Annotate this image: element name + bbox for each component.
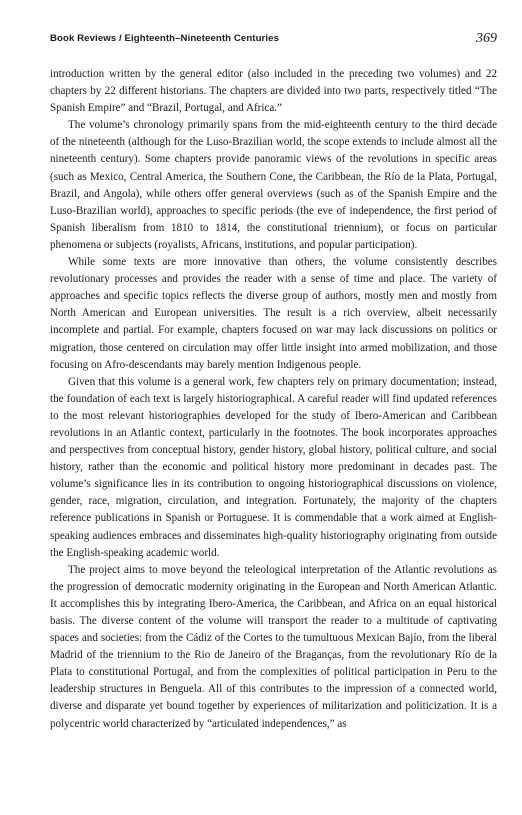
- running-head-title: Book Reviews / Eighteenth–Nineteenth Centuries: [50, 33, 280, 44]
- page-number: 369: [476, 31, 497, 46]
- paragraph-project-aims: The project aims to move beyond the teleological interpretation of the Atlantic revolutions as the progression of democratic modernity originating in the European and North American Atlantic. It accomplishes this by integrating Ibero-America, the Caribbean, and Africa on an equal historical basis. The diverse content of the volume will transport the reader to a multitude of captivating spaces and societies: from the Cádiz of the Cortes to the tumultuous Mexican Bajío, from the liberal Madrid of the triennium to the Rio de Janeiro of the Braganças, from the revolutionary Río de la Plata to constitutional Portugal, and from the complexities of political participation in Peru to the leadership structures in Benguela. All of this contributes to the impression of a connected world, diverse and disparate yet bound together by experiences of militarization and politicization. It is a polycentric world characterized by “articulated independences,” as: [50, 563, 497, 730]
- paragraph-continuation: introduction written by the general editor (also included in the preceding two volumes) and 22 chapters by 22 different historians. The chapters are divided into two parts, respectively titled “The Spanish Empire” and “Brazil, Portugal, and Africa.”: [50, 68, 497, 115]
- paragraph-approaches: While some texts are more innovative than others, the volume consistently describes revolutionary processes and provides the reader with a sense of time and place. The variety of approaches and specific topics reflects the diverse group of authors, mostly men and mostly from North American and European universities. The result is a rich overview, albeit necessarily incomplete and partial. For example, chapters focused on war may lack discussions on politics or migration, those centered on circulation may offer little insight into armed mobilization, and those focusing on Afro-descendants may barely mention Indigenous people.: [50, 256, 497, 371]
- running-head: [50, 31, 497, 49]
- paragraph-chronology: The volume’s chronology primarily spans from the mid-eighteenth century to the third decade of the nineteenth (although for the Luso-Brazilian world, the scope extends to include almost all the nineteenth century). Some chapters provide panoramic views of the revolutions in specific areas (such as Mexico, Central America, the Southern Cone, the Caribbean, the Río de la Plata, Portugal, Brazil, and Angola), while others offer general overviews (such as of the Spanish Empire and the Luso-Brazilian world), approaches to specific periods (the eve of independence, the first period of Spanish liberalism from 1810 to 1814, the constitutional triennium), or focus on particular phenomena or subjects (royalists, Africans, institutions, and popular participation).: [50, 119, 497, 251]
- review-body: [50, 66, 497, 733]
- paragraph-historiography: Given that this volume is a general work, few chapters rely on primary documentation; instead, the foundation of each text is largely historiographical. A careful reader will find updated references to the most relevant historiographies developed for the study of Ibero-American and Caribbean revolutions in an Atlantic context, particularly in the footnotes. The book incorporates approaches and perspectives from conceptual history, gender history, global history, political culture, and social history, rather than the economic and political history more predominant in decades past. The volume’s significance lies in its contribution to ongoing historiographical discussions on violence, gender, race, migration, circulation, and integration. Fortunately, the majority of the chapters reference publications in Spanish or Portuguese. It is commendable that a work aimed at English-speaking audiences embraces and disseminates high-quality historiography originating from outside the English-speaking academic world.: [50, 375, 497, 559]
